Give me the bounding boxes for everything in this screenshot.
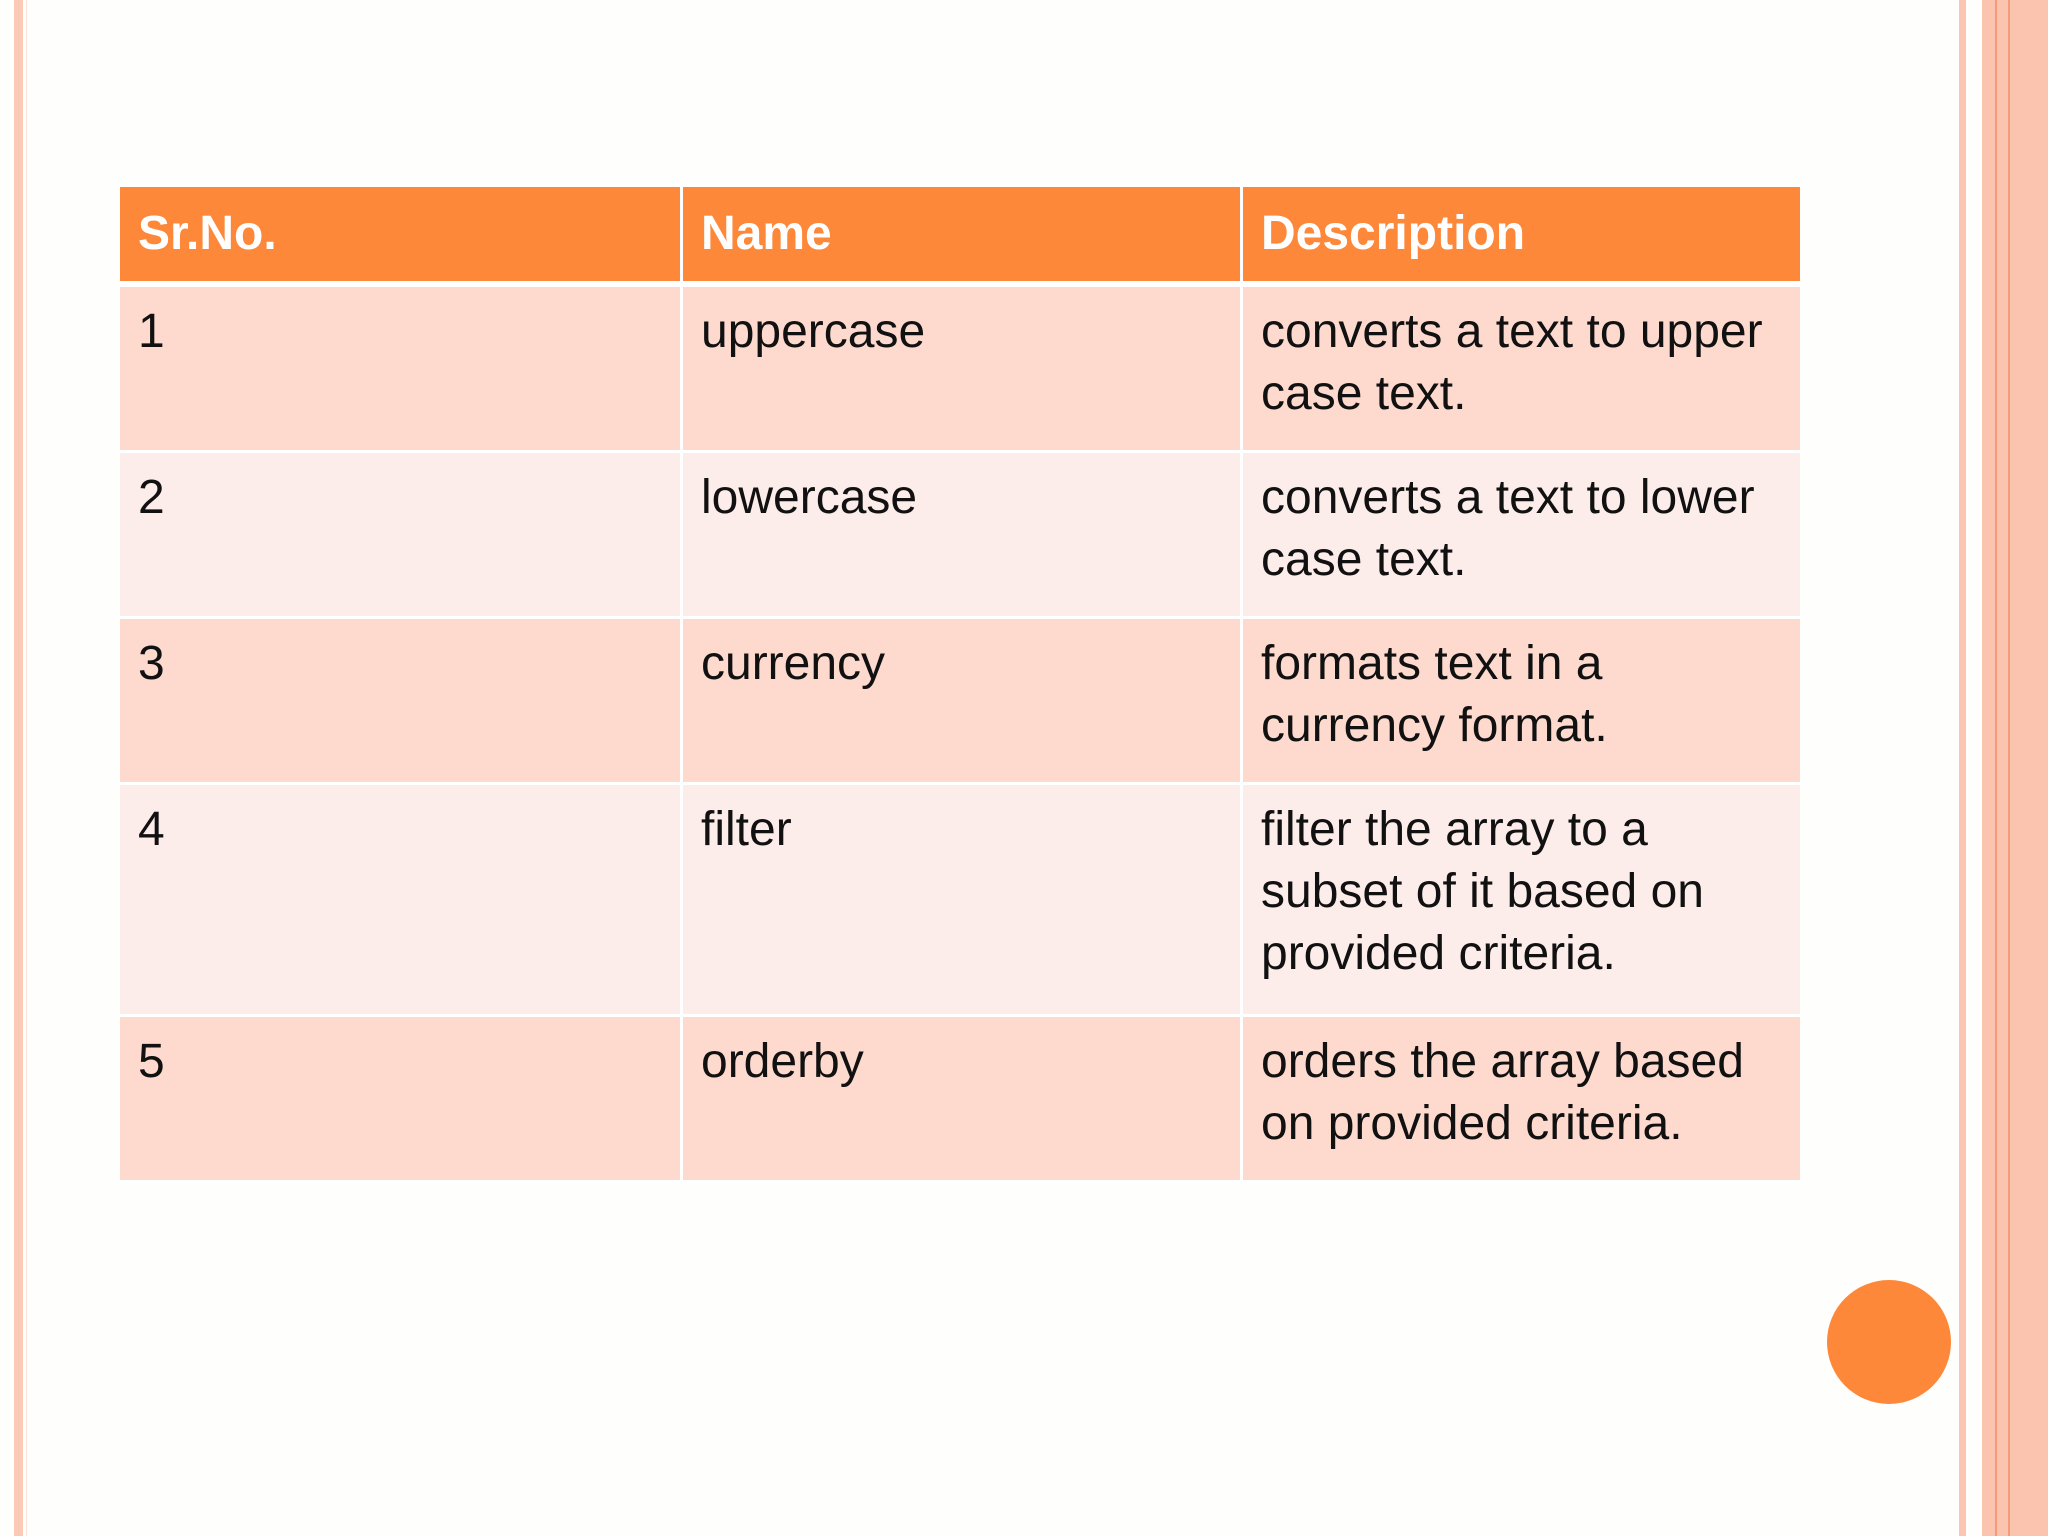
header-sr-no: Sr.No. <box>120 187 680 287</box>
cell-name: lowercase <box>680 453 1240 619</box>
table-row <box>120 1017 1800 1183</box>
cell-sr-no: 3 <box>120 619 680 785</box>
slide-frame-left-inner <box>26 0 27 1536</box>
cell-description: formats text in a currency format. <box>1240 619 1800 785</box>
filters-table <box>120 187 1800 1183</box>
slide-frame-right-band <box>1982 0 2048 1536</box>
table-row <box>120 785 1800 1017</box>
slide-frame-right-stripe <box>2008 0 2010 1536</box>
cell-name: filter <box>680 785 1240 1017</box>
slide-frame-right-stripe <box>1995 0 1997 1536</box>
table-row <box>120 287 1800 453</box>
table-row <box>120 619 1800 785</box>
table-row <box>120 453 1800 619</box>
cell-name: uppercase <box>680 287 1240 453</box>
accent-circle <box>1827 1280 1951 1404</box>
cell-description: filter the array to a subset of it based on provided criteria. <box>1240 785 1800 1017</box>
cell-sr-no: 4 <box>120 785 680 1017</box>
cell-name: currency <box>680 619 1240 785</box>
cell-sr-no: 1 <box>120 287 680 453</box>
slide-frame-left <box>14 0 23 1536</box>
header-description: Description <box>1240 187 1800 287</box>
cell-name: orderby <box>680 1017 1240 1183</box>
cell-sr-no: 5 <box>120 1017 680 1183</box>
table-header-row <box>120 187 1800 287</box>
cell-sr-no: 2 <box>120 453 680 619</box>
header-name: Name <box>680 187 1240 287</box>
slide-frame-right-line <box>1959 0 1966 1536</box>
cell-description: orders the array based on provided criteria. <box>1240 1017 1800 1183</box>
cell-description: converts a text to lower case text. <box>1240 453 1800 619</box>
cell-description: converts a text to upper case text. <box>1240 287 1800 453</box>
